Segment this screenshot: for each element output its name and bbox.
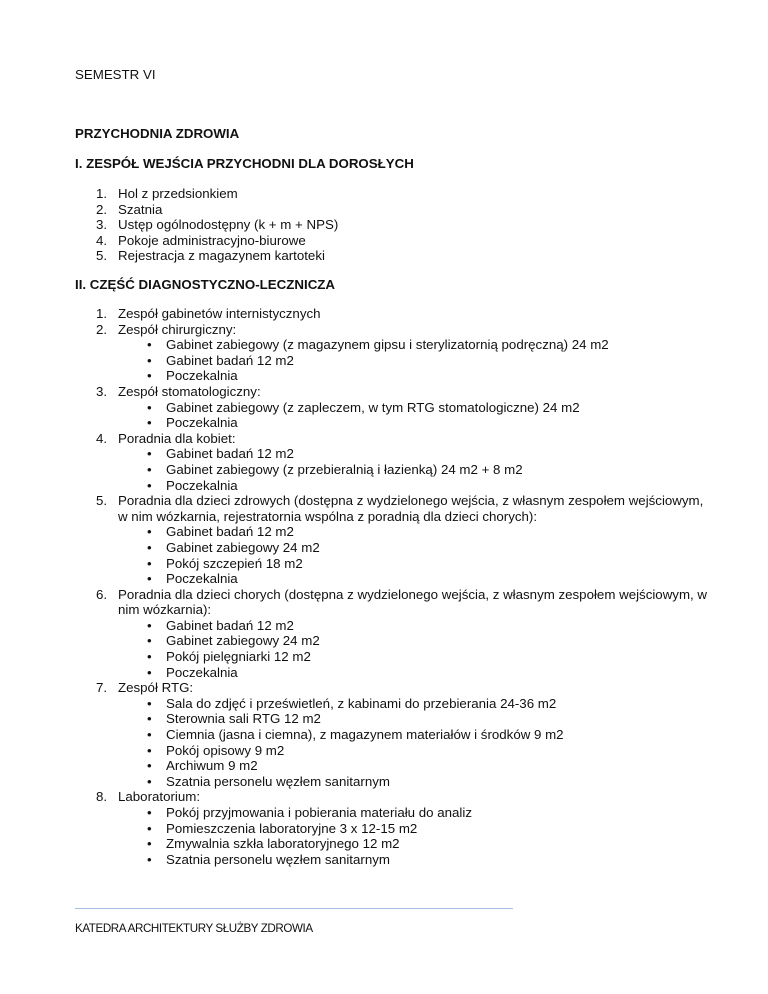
sub-list-item: • Poczekalnia [118, 665, 716, 681]
sub-list [118, 696, 716, 790]
sub-list-item: • Sala do zdjęć i prześwietleń, z kabinami do przebierania 24-36 m2 [118, 696, 716, 712]
list-item-text: Poradnia dla dzieci chorych (dostępna z wydzielonego wejścia, z własnym zespołem wejściowym, w nim wózkarnia): [118, 586, 708, 618]
section-2-heading: II. CZĘŚĆ DIAGNOSTYCZNO-LECZNICZA [75, 277, 336, 292]
sub-list [118, 446, 716, 493]
list-item [96, 680, 716, 789]
list-item-text: Ustęp ogólnodostępny (k + m + NPS) [118, 217, 339, 233]
list-item [96, 233, 716, 249]
list-item-text: Szatnia [118, 201, 163, 217]
list-item-text: Zespół gabinetów internistycznych [118, 306, 321, 321]
sub-list-item: • Pokój pielęgniarki 12 m2 [118, 649, 716, 665]
sub-list-item: • Gabinet badań 12 m2 [118, 618, 716, 634]
list-item-text: Laboratorium: [118, 789, 201, 805]
list-item-text: Rejestracja z magazynem kartoteki [118, 248, 325, 264]
list-item-number: 3. [96, 383, 108, 399]
sub-list-item: • Szatnia personelu węzłem sanitarnym [118, 852, 716, 868]
list-item [96, 431, 716, 493]
sub-list-item: • Gabinet badań 12 m2 [118, 353, 716, 369]
list-item-number: 5. [96, 493, 108, 509]
list-item-number: 4. [96, 232, 108, 248]
section-1-list [96, 186, 716, 264]
list-item-number: 3. [96, 217, 108, 233]
list-item [96, 587, 716, 681]
list-item [96, 248, 716, 264]
list-item [96, 202, 716, 218]
list-item-text: Zespół RTG: [118, 680, 194, 696]
list-item-number: 8. [96, 789, 108, 805]
list-item-number: 2. [96, 201, 108, 217]
list-item [96, 493, 716, 587]
sub-list-item: • Pokój szczepień 18 m2 [118, 556, 716, 572]
list-item [96, 322, 716, 384]
list-item-text: Poradnia dla kobiet: [118, 430, 236, 446]
document-title: PRZYCHODNIA ZDROWIA [75, 126, 240, 141]
list-item-number: 4. [96, 430, 108, 446]
list-item-number: 1. [96, 186, 108, 201]
sub-list-item: • Gabinet zabiegowy 24 m2 [118, 540, 716, 556]
sub-list-item: • Gabinet zabiegowy (z przebieralnią i łazienką) 24 m2 + 8 m2 [118, 462, 716, 478]
sub-list-item: • Pomieszczenia laboratoryjne 3 x 12-15 m2 [118, 821, 716, 837]
section-1-heading: I. ZESPÓŁ WEJŚCIA PRZYCHODNI DLA DOROSŁYCH [75, 156, 414, 171]
sub-list-item: • Sterownia sali RTG 12 m2 [118, 711, 716, 727]
sub-list-item: • Poczekalnia [118, 571, 716, 587]
footer-text: KATEDRA ARCHITEKTURY SŁUŻBY ZDROWIA [75, 922, 313, 935]
section-2-list [96, 306, 716, 867]
sub-list-item: • Poczekalnia [118, 368, 716, 384]
list-item [96, 306, 716, 322]
sub-list-item: • Archiwum 9 m2 [118, 758, 716, 774]
list-item-number: 5. [96, 248, 108, 264]
sub-list-item: • Pokój opisowy 9 m2 [118, 743, 716, 759]
sub-list [118, 805, 716, 867]
list-item-text: Zespół stomatologiczny: [118, 383, 261, 399]
sub-list-item: • Poczekalnia [118, 415, 716, 431]
list-item [96, 789, 716, 867]
footer-divider [75, 908, 513, 909]
list-item-number: 7. [96, 680, 108, 696]
sub-list-item: • Pokój przyjmowania i pobierania materiału do analiz [118, 805, 716, 821]
list-item-text: Pokoje administracyjno-biurowe [118, 232, 306, 248]
list-item [96, 186, 716, 202]
sub-list-item: • Gabinet badań 12 m2 [118, 524, 716, 540]
sub-list-item: • Gabinet zabiegowy (z magazynem gipsu i sterylizatornią podręczną) 24 m2 [118, 337, 716, 353]
sub-list-item: • Poczekalnia [118, 478, 716, 494]
semester-label: SEMESTR VI [75, 67, 156, 82]
sub-list-item: • Gabinet zabiegowy (z zapleczem, w tym RTG stomatologiczne) 24 m2 [118, 400, 716, 416]
sub-list [118, 524, 716, 586]
list-item-number: 2. [96, 321, 108, 337]
sub-list [118, 337, 716, 384]
sub-list [118, 400, 716, 431]
list-item-text: Zespół chirurgiczny: [118, 321, 237, 337]
list-item [96, 217, 716, 233]
list-item-number: 1. [96, 306, 108, 321]
sub-list-item: • Ciemnia (jasna i ciemna), z magazynem materiałów i środków 9 m2 [118, 727, 716, 743]
sub-list-item: • Szatnia personelu węzłem sanitarnym [118, 774, 716, 790]
sub-list-item: • Zmywalnia szkła laboratoryjnego 12 m2 [118, 836, 716, 852]
list-item-text: Poradnia dla dzieci zdrowych (dostępna z wydzielonego wejścia, z własnym zespołem wejściowym, w nim wózkarnia, rejestratornia wspólna z poradnią dla dzieci chorych): [118, 493, 704, 524]
list-item-text: Hol z przedsionkiem [118, 186, 238, 201]
sub-list [118, 618, 716, 680]
list-item-number: 6. [96, 586, 108, 602]
list-item [96, 384, 716, 431]
sub-list-item: • Gabinet badań 12 m2 [118, 446, 716, 462]
sub-list-item: • Gabinet zabiegowy 24 m2 [118, 633, 716, 649]
